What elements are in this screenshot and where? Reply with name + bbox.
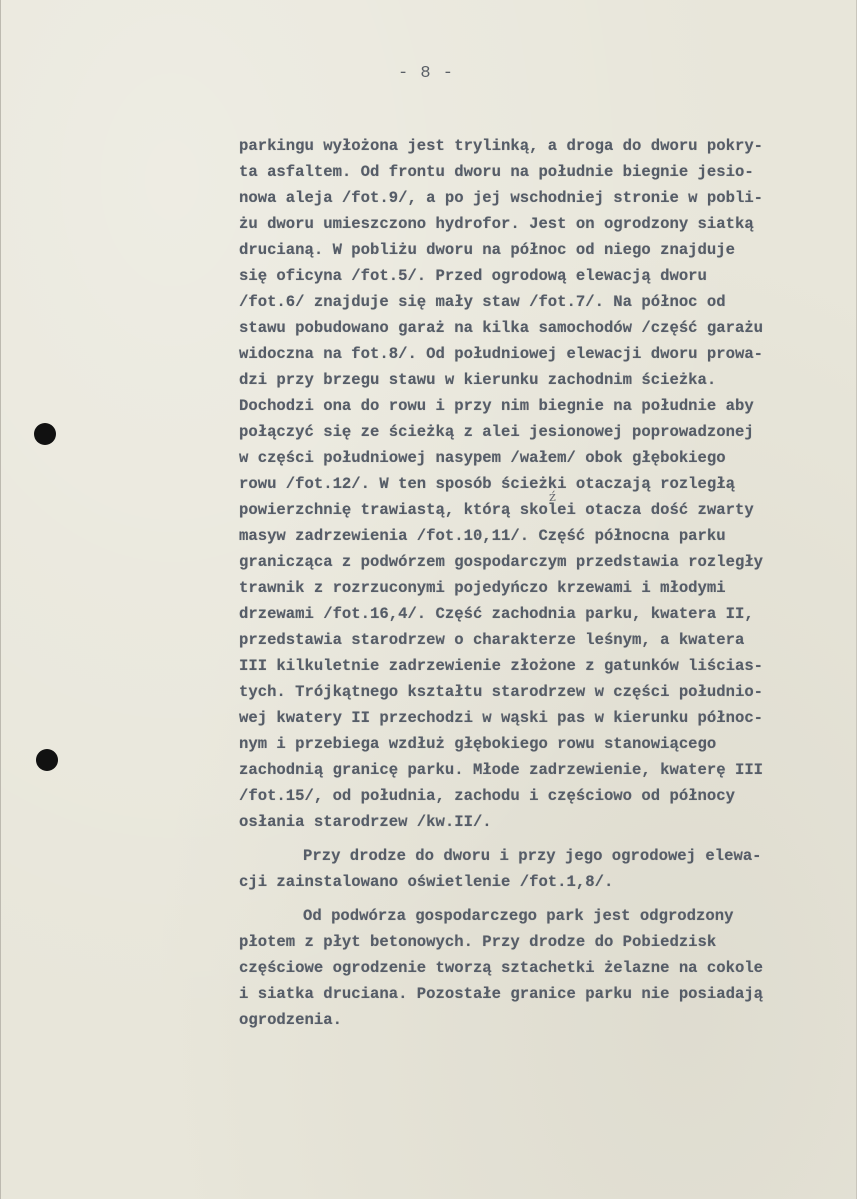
text-line: rowu /fot.12/. W ten sposób ścieżki otaczają rozległą bbox=[239, 475, 735, 493]
text-line: częściowe ogrodzenie tworzą sztachetki żelazne na cokole bbox=[239, 959, 764, 977]
text-line: masyw zadrzewienia /fot.10,11/. Część północna parku bbox=[239, 527, 726, 545]
text-line: /fot.15/, od południa, zachodu i częściowo od północy bbox=[239, 787, 735, 805]
text-line: powierzchnię trawiastą, którą skolei otacza dość zwarty bbox=[239, 501, 754, 519]
text-line: cji zainstalowano oświetlenie /fot.1,8/. bbox=[239, 873, 614, 891]
text-line: Dochodzi ona do rowu i przy nim biegnie na południe aby bbox=[239, 397, 754, 415]
text-line: parkingu wyłożona jest trylinką, a droga do dworu pokry- bbox=[239, 137, 764, 155]
text-line: nowa aleja /fot.9/, a po jej wschodniej stronie w pobli- bbox=[239, 189, 764, 207]
text-line: granicząca z podwórzem gospodarczym przedstawia rozległy bbox=[239, 553, 764, 571]
text-line: przedstawia starodrzew o charakterze leśnym, a kwatera bbox=[239, 631, 745, 649]
text-line: Przy drodze do dworu i przy jego ogrodowej elewa- bbox=[303, 847, 762, 865]
document-body bbox=[239, 133, 839, 1033]
text-line: zachodnią granicę parku. Młode zadrzewienie, kwaterę III bbox=[239, 761, 764, 779]
text-line: połączyć się ze ścieżką z alei jesionowej poprowadzonej bbox=[239, 423, 754, 441]
text-line: widoczna na fot.8/. Od południowej elewacji dworu prowa- bbox=[239, 345, 764, 363]
handwritten-correction-mark: ź bbox=[549, 490, 556, 505]
text-line: trawnik z rozrzuconymi pojedyńczo krzewami i młodymi bbox=[239, 579, 726, 597]
text-line: nym i przebiega wzdłuż głębokiego rowu stanowiącego bbox=[239, 735, 717, 753]
text-line: żu dworu umieszczono hydrofor. Jest on ogrodzony siatką bbox=[239, 215, 754, 233]
text-line: w części południowej nasypem /wałem/ obok głębokiego bbox=[239, 449, 726, 467]
paragraph-gap bbox=[239, 835, 839, 843]
text-line: III kilkuletnie zadrzewienie złożone z gatunków liścias- bbox=[239, 657, 764, 675]
text-line: drzewami /fot.16,4/. Część zachodnia parku, kwatera II, bbox=[239, 605, 754, 623]
punch-hole-lower bbox=[36, 749, 58, 771]
text-line: /fot.6/ znajduje się mały staw /fot.7/. Na północ od bbox=[239, 293, 726, 311]
text-line: dzi przy brzegu stawu w kierunku zachodnim ścieżka. bbox=[239, 371, 717, 389]
text-line: wej kwatery II przechodzi w wąski pas w kierunku północ- bbox=[239, 709, 764, 727]
text-line: drucianą. W pobliżu dworu na północ od niego znajduje bbox=[239, 241, 735, 259]
punch-hole-upper bbox=[34, 423, 56, 445]
text-line: ogrodzenia. bbox=[239, 1011, 342, 1029]
page-number: - 8 - bbox=[397, 64, 454, 83]
text-line: i siatka druciana. Pozostałe granice parku nie posiadają bbox=[239, 985, 764, 1003]
paragraph-gap bbox=[239, 895, 839, 903]
text-line: osłania starodrzew /kw.II/. bbox=[239, 813, 492, 831]
text-line: się oficyna /fot.5/. Przed ogrodową elewacją dworu bbox=[239, 267, 707, 285]
text-line: ta asfaltem. Od frontu dworu na południe biegnie jesio- bbox=[239, 163, 754, 181]
text-line: płotem z płyt betonowych. Przy drodze do Pobiedzisk bbox=[239, 933, 717, 951]
text-line: Od podwórza gospodarczego park jest odgrodzony bbox=[303, 907, 734, 925]
text-line: stawu pobudowano garaż na kilka samochodów /część garażu bbox=[239, 319, 764, 337]
text-line: tych. Trójkątnego kształtu starodrzew w części południo- bbox=[239, 683, 764, 701]
